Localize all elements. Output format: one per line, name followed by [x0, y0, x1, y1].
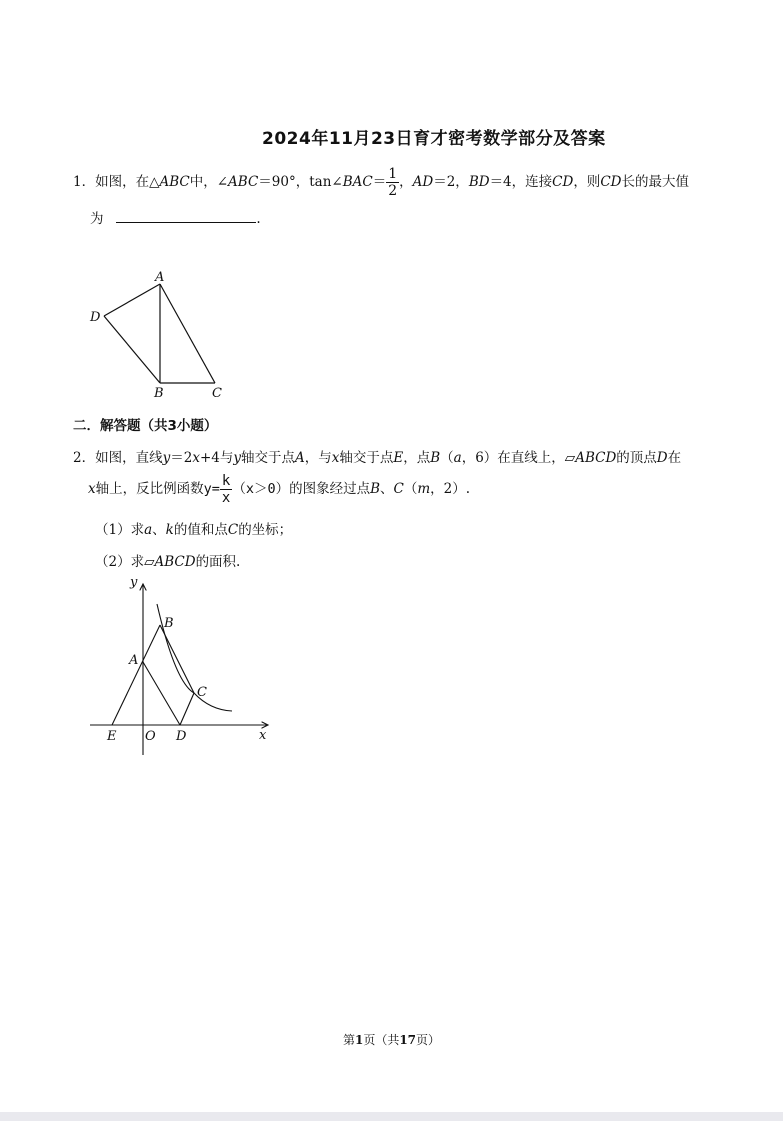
text: 如图，直线 [95, 450, 163, 466]
text: （ [403, 481, 418, 497]
math-text: y [162, 450, 171, 466]
text: ，与 [304, 450, 332, 466]
text: （ [440, 450, 454, 466]
math-text: BD [468, 174, 490, 190]
text: 的坐标； [238, 522, 293, 538]
math-text: y [233, 450, 241, 466]
point-label-A: A [129, 653, 139, 668]
text: 页（共 [363, 1033, 400, 1047]
math-text: ABCD [154, 554, 196, 570]
text: ＝2， [433, 174, 469, 190]
figure-1-geometry [85, 265, 235, 405]
math-text: C [393, 481, 404, 497]
point-label-C: C [197, 685, 207, 700]
math-text: △ABC [149, 174, 190, 190]
segment-AD [143, 662, 180, 725]
math-text: E [393, 450, 404, 466]
segment-DB [104, 316, 160, 383]
math-text: x [331, 450, 340, 466]
function-y: y= [203, 481, 220, 497]
text: 长的最大值 [621, 174, 689, 190]
viewer-bottom-bar [0, 1112, 783, 1121]
text: +4与 [199, 450, 234, 466]
text: 轴交于点 [339, 450, 394, 466]
math-text: a [144, 522, 153, 538]
point-label-B: B [154, 386, 164, 401]
math-text: CD [552, 174, 574, 190]
question-2-line-2 [88, 474, 470, 505]
document-title: 2024年11月23日育才密考数学部分及答案 [262, 129, 606, 149]
point-label-B: B [164, 616, 174, 631]
text: 轴上，反比例函数 [95, 481, 204, 497]
math-text: B [370, 481, 381, 497]
text: ， [399, 174, 413, 190]
text: 的面积. [195, 554, 241, 570]
text: ＝4，连接 [489, 174, 553, 190]
text: ＝2 [170, 450, 193, 466]
fraction-denominator: x [221, 490, 231, 506]
text: 在 [667, 450, 682, 466]
point-label-C: C [212, 386, 222, 401]
axis-label-y: y [130, 575, 138, 590]
question-2-sub-1 [95, 518, 292, 538]
text: . [256, 211, 261, 227]
math-text: C [227, 522, 239, 538]
text: ，6）在直线上，▱ [461, 450, 576, 466]
math-text: a [453, 450, 462, 466]
math-text: k [165, 522, 174, 538]
page-number: 1 [354, 1033, 364, 1047]
math-text: CD [600, 174, 622, 190]
text: （2）求▱ [95, 554, 155, 570]
math-text: A [295, 450, 305, 466]
line-EB [112, 625, 160, 725]
answer-blank[interactable] [116, 210, 256, 223]
text: 的顶点 [616, 450, 657, 466]
text: 第 [342, 1033, 355, 1047]
segment-DA [104, 284, 160, 316]
math-text: BAC [342, 174, 373, 190]
text: 轴交于点 [241, 450, 295, 466]
math-text: x [192, 450, 200, 466]
question-1-line-1 [73, 167, 689, 198]
text: 如图，在 [95, 174, 150, 190]
text: 的值和点 [173, 522, 228, 538]
point-label-D: D [176, 729, 187, 744]
text: （1）求 [95, 522, 145, 538]
text: 、 [152, 522, 166, 538]
function-domain: （x＞0） [232, 481, 290, 497]
math-text: B [430, 450, 441, 466]
point-label-A: A [155, 270, 165, 285]
question-2-sub-2 [95, 550, 240, 570]
text: ，2）. [430, 481, 471, 497]
text: 中，∠ [189, 174, 229, 190]
math-text: ABCD [575, 450, 617, 466]
page-footer [0, 1031, 783, 1048]
math-text: D [656, 450, 668, 466]
question-2-line-1 [73, 446, 681, 466]
point-label-D: D [90, 310, 101, 325]
fraction-numerator: 1 [388, 166, 398, 182]
question-1-line-2 [90, 207, 261, 227]
fraction-denominator: 2 [388, 183, 398, 199]
math-text: AD [412, 174, 434, 190]
figure-2-coordinate-graph [85, 572, 280, 762]
text: 的图象经过点 [289, 481, 371, 497]
axis-label-x: x [259, 728, 267, 743]
section-heading: 二．解答题（共3小题） [73, 418, 218, 434]
question-number: 2． [73, 450, 96, 466]
fraction-numerator: k [221, 473, 231, 489]
text: 页） [416, 1033, 441, 1047]
math-text: m [417, 481, 431, 497]
math-text: x [88, 481, 96, 497]
point-label-O: O [145, 729, 156, 744]
text: 为 [90, 211, 104, 227]
fraction-k-over-x [220, 474, 232, 505]
text: 、 [380, 481, 394, 497]
text: ，点 [403, 450, 431, 466]
segment-AC [160, 284, 215, 383]
segment-DC [180, 693, 194, 725]
question-number: 1． [73, 174, 96, 190]
text: ＝ [372, 174, 387, 190]
page-total: 17 [399, 1033, 417, 1047]
text: ，则 [573, 174, 601, 190]
fraction-one-half [386, 167, 399, 198]
math-text: ABC [228, 174, 259, 190]
text: ＝90°，tan∠ [258, 174, 343, 190]
point-label-E: E [107, 729, 117, 744]
